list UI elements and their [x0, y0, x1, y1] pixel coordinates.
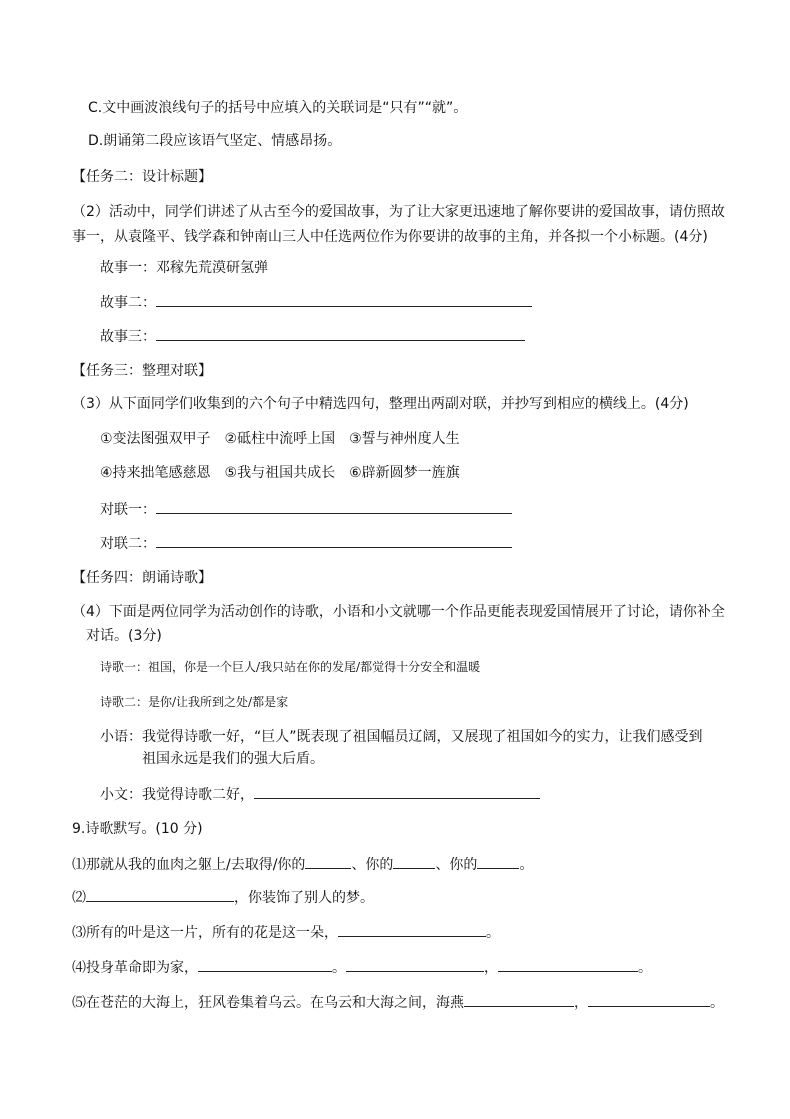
- story3-row: [100, 326, 525, 347]
- q9-1-blank-1[interactable]: [305, 854, 351, 869]
- poem1: 诗歌一：祖国，你是一个巨人/我只站在你的发尾/都觉得十分安全和温暖: [100, 660, 481, 674]
- q3-text: （3）从下面同学们收集到的六个句子中精选四句，整理出两副对联，并抄写到相应的横线上。(4分): [72, 396, 689, 412]
- q9-4-blank-3[interactable]: [498, 957, 638, 972]
- story1-title: 故事一：邓稼先荒漠研氢弹: [100, 260, 268, 276]
- q9-4-blank-1[interactable]: [198, 957, 332, 972]
- q9-1-sep-1: 、你的: [351, 857, 394, 873]
- story3-blank[interactable]: [156, 326, 525, 341]
- story2-label: 故事二：: [100, 295, 156, 311]
- q4-text-line1: （4）下面是两位同学为活动创作的诗歌，小语和小文就哪一个作品更能表现爱国情展开了讨论，请你补全: [72, 604, 725, 620]
- q9-2-text: ，你装饰了别人的梦。: [234, 890, 374, 906]
- q9-2-blank[interactable]: [86, 887, 234, 902]
- q2-text-line2: 事一，从袁隆平、钱学森和钟南山三人中任选两位作为你要讲的故事的主角，并各拟一个小标题。(4分): [72, 229, 708, 245]
- q9-1-sep-2: 、你的: [435, 857, 478, 873]
- couplet1-row: [100, 499, 512, 520]
- q9-4-sep-1: 。: [332, 960, 346, 976]
- q9-1-blank-3[interactable]: [477, 854, 519, 869]
- couplet2-row: [100, 533, 512, 554]
- q9-3-text: ⑶所有的叶是这一片，所有的花是这一朵，: [72, 925, 338, 941]
- task2-heading: 【任务二：设计标题】: [72, 169, 212, 185]
- task4-heading: 【任务四：朗诵诗歌】: [72, 570, 212, 586]
- q9-5-blank-2[interactable]: [588, 992, 710, 1007]
- xiaowen-text: 小文：我觉得诗歌二好，: [100, 787, 254, 803]
- q9-5-end: 。: [710, 995, 724, 1011]
- q9-4-row: [72, 957, 652, 978]
- sentences-row1: ①变法图强双甲子 ②砥柱中流呼上国 ③誓与神州度人生: [100, 431, 460, 447]
- poem2: 诗歌二：是你/让我所到之处/都是家: [100, 695, 289, 709]
- q9-5-text: ⑸在苍茫的大海上，狂风卷集着乌云。在乌云和大海之间，海燕: [72, 995, 464, 1011]
- q9-2-num: ⑵: [72, 890, 86, 906]
- xiaoyu-line2: 祖国永远是我们的强大后盾。: [142, 751, 324, 767]
- couplet2-label: 对联二：: [100, 536, 156, 552]
- q9-5-blank-1[interactable]: [464, 992, 574, 1007]
- q9-5-row: [72, 992, 724, 1013]
- q9-5-sep: ，: [574, 995, 588, 1011]
- q9-4-end: 。: [638, 960, 652, 976]
- q9-1-blank-2[interactable]: [393, 854, 435, 869]
- story3-label: 故事三：: [100, 329, 156, 345]
- q9-4-text: ⑷投身革命即为家，: [72, 960, 198, 976]
- q9-3-blank[interactable]: [338, 922, 486, 937]
- q9-3-end: 。: [486, 925, 500, 941]
- q9-heading: 9.诗歌默写。(10 分): [72, 821, 203, 837]
- couplet2-blank[interactable]: [156, 533, 512, 548]
- couplet1-blank[interactable]: [156, 499, 512, 514]
- option-c: C.文中画波浪线句子的括号中应填入的关联词是“只有”“就”。: [88, 100, 468, 116]
- sentences-row2: ④持来拙笔感慈恩 ⑤我与祖国共成长 ⑥辟新圆梦一旌旗: [100, 465, 460, 481]
- q2-text-line1: （2）活动中，同学们讲述了从古至今的爱国故事，为了让大家更迅速地了解你要讲的爱国故事，请仿照故: [72, 204, 725, 220]
- q9-1-end: 。: [519, 857, 534, 873]
- q9-1-row: [72, 854, 533, 875]
- q9-2-row: [72, 887, 374, 908]
- xiaowen-blank[interactable]: [254, 784, 540, 799]
- task3-heading: 【任务三：整理对联】: [72, 363, 212, 379]
- story2-blank[interactable]: [156, 292, 532, 307]
- couplet1-label: 对联一：: [100, 502, 156, 518]
- q9-3-row: [72, 922, 500, 943]
- q9-4-blank-2[interactable]: [346, 957, 484, 972]
- q9-4-sep-2: ，: [484, 960, 498, 976]
- story2-row: [100, 292, 532, 313]
- q9-1-text: ⑴那就从我的血肉之躯上/去取得/你的: [72, 857, 306, 873]
- xiaowen-row: [100, 784, 540, 805]
- option-d: D.朗诵第二段应该语气坚定、情感昂扬。: [88, 133, 342, 149]
- q4-text-line2: 对话。(3分): [86, 628, 162, 644]
- xiaoyu-line1: 小语：我觉得诗歌一好，“巨人”既表现了祖国幅员辽阔，又展现了祖国如今的实力，让我们感受到: [100, 729, 703, 745]
